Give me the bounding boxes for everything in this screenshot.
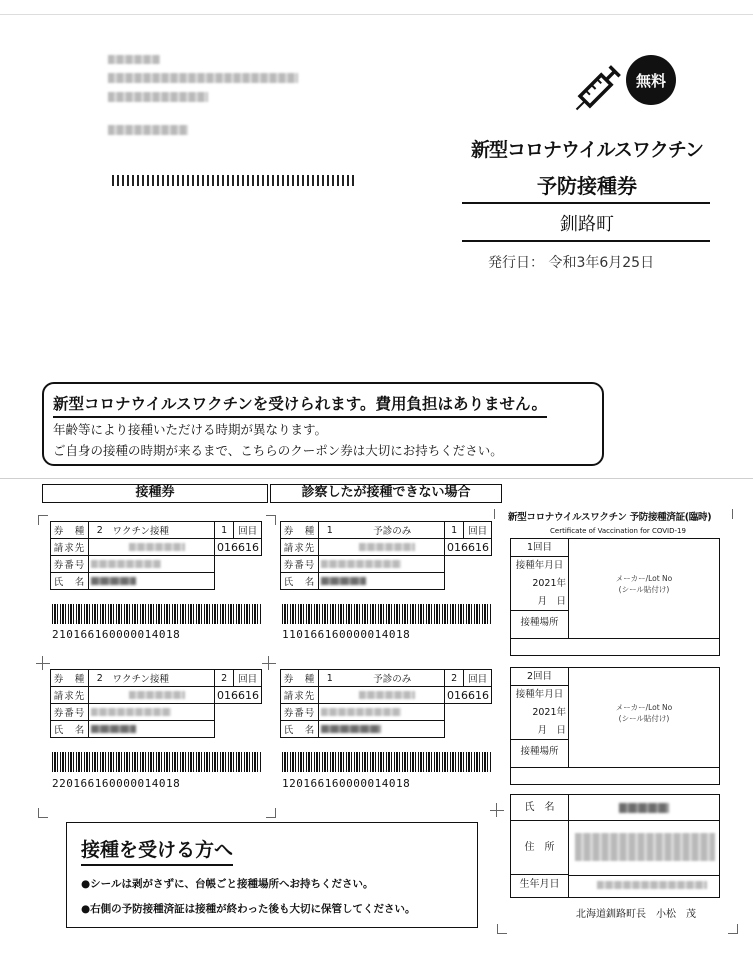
dose1-place-label: 接種場所 [520, 617, 559, 628]
dose2-month-day: 月 日 [511, 722, 568, 740]
issuer: 北海道釧路町長 小松 茂 [576, 909, 696, 920]
coupon-4-barcode [282, 752, 492, 772]
instruction-title: 接種を受ける方へ [81, 835, 233, 866]
free-badge: 無料 [626, 55, 676, 105]
cert-name-redacted [619, 803, 669, 813]
ticket-no-redacted [319, 556, 445, 573]
name-label: 氏 名 [281, 573, 319, 590]
times-label: 回目 [234, 670, 262, 687]
name-redacted [89, 573, 215, 590]
ticket-no-label: 券番号 [51, 556, 89, 573]
cert-address-redacted [575, 833, 715, 861]
billing-code: 016616 [445, 539, 492, 556]
coupon-type: 予診のみ [341, 522, 445, 539]
issue-label: 発行日： [488, 255, 544, 271]
coupon-2 [280, 521, 492, 590]
section-header-left [42, 484, 268, 503]
billing-label: 請求先 [51, 687, 89, 704]
coupon-3 [50, 669, 262, 738]
coupon-1-barcode [52, 604, 262, 624]
name-redacted [319, 573, 445, 590]
coupon-3-barcode-number: 220166160000014018 [52, 777, 181, 790]
issue-date: 令和3年6月25日 [548, 255, 655, 271]
notice-box [42, 382, 604, 466]
coupon-1 [50, 521, 262, 590]
coupon-type: 予診のみ [341, 670, 445, 687]
cert-dob-redacted [597, 881, 707, 889]
postal-barcode [112, 175, 355, 186]
dose2-date-label: 接種年月日 [515, 689, 564, 700]
dose-count: 2 [215, 670, 234, 687]
notice-headline: 新型コロナウイルスワクチンを受けられます。費用負担はありません。 [53, 392, 547, 418]
top-edge [0, 14, 753, 15]
instruction-bullet-1: ●シールは剥がさずに、台帳ごと接種場所へお持ちください。 [81, 878, 374, 890]
coupon-2-barcode [282, 604, 492, 624]
billing-label: 請求先 [281, 687, 319, 704]
kind-label: 券 種 [51, 670, 89, 687]
dose2-seal-label: (シール貼付け) [618, 714, 670, 723]
dose1-maker-label: メーカー/Lot No [615, 574, 673, 583]
dose-count: 1 [445, 522, 464, 539]
coupon-type: ワクチン接種 [111, 670, 215, 687]
billing-redacted [319, 539, 445, 556]
billing-label: 請求先 [51, 539, 89, 556]
certificate-subtitle: Certificate of Vaccination for COVID-19 [550, 527, 686, 535]
kind-no: 2 [89, 670, 111, 687]
dose2-place-label: 接種場所 [520, 746, 559, 757]
dose2-block [510, 667, 720, 785]
coupon-2-barcode-number: 110166160000014018 [282, 628, 411, 641]
kind-label: 券 種 [281, 522, 319, 539]
name-label: 氏 名 [51, 721, 89, 738]
section-header-left-label: 接種券 [135, 485, 175, 500]
billing-code: 016616 [445, 687, 492, 704]
dose1-label: 1回目 [511, 539, 568, 557]
name-redacted [89, 721, 215, 738]
instruction-bullet-2: ●右側の予防接種済証は接種が終わった後も大切に保管してください。 [81, 903, 416, 915]
dose1-block [510, 538, 720, 656]
coupon-4 [280, 669, 492, 738]
ticket-no-label: 券番号 [51, 704, 89, 721]
issue-date-line [488, 252, 654, 272]
dose1-seal-label: (シール貼付け) [618, 585, 670, 594]
cert-name-label: 氏 名 [511, 795, 568, 821]
coupon-1-barcode-number: 210166160000014018 [52, 628, 181, 641]
notice-line1: 年齢等により接種いただける時期が異なります。 [53, 422, 328, 437]
dose-count: 2 [445, 670, 464, 687]
cert-dob-label: 生年月日 [519, 879, 560, 890]
ticket-no-redacted [89, 556, 215, 573]
dose1-date-label: 接種年月日 [515, 560, 564, 571]
billing-redacted [89, 687, 215, 704]
kind-no: 2 [89, 522, 111, 539]
dose1-month-day: 月 日 [511, 593, 568, 611]
billing-redacted [319, 687, 445, 704]
dose-count: 1 [215, 522, 234, 539]
ticket-no-redacted [89, 704, 215, 721]
coupon-type: ワクチン接種 [111, 522, 215, 539]
address-block [108, 55, 308, 155]
certificate-title: 新型コロナウイルスワクチン 予防接種済証(臨時) [508, 512, 712, 523]
notice-line2: ご自身の接種の時期が来るまで、こちらのクーポン券は大切にお持ちください。 [53, 443, 503, 458]
kind-no: 1 [319, 670, 341, 687]
title-rule-top [462, 202, 710, 204]
personal-info-block [510, 794, 720, 898]
ticket-no-label: 券番号 [281, 556, 319, 573]
municipality: 釧路町 [560, 214, 614, 235]
title-line2: 予防接種券 [537, 174, 637, 198]
times-label: 回目 [464, 522, 492, 539]
title-rule-bottom [462, 240, 710, 242]
coupon-4-barcode-number: 120166160000014018 [282, 777, 411, 790]
dose2-label: 2回目 [511, 668, 568, 686]
section-header-middle [270, 484, 502, 503]
syringe-icon [562, 58, 632, 120]
dose2-maker-label: メーカー/Lot No [615, 703, 673, 712]
name-redacted [319, 721, 445, 738]
kind-label: 券 種 [281, 670, 319, 687]
title-line1: 新型コロナウイルスワクチン [471, 139, 703, 161]
section-header-middle-label: 診察したが接種できない場合 [301, 485, 471, 500]
cert-address-label: 住 所 [511, 821, 568, 875]
times-label: 回目 [464, 670, 492, 687]
billing-redacted [89, 539, 215, 556]
fold-line [0, 478, 753, 479]
billing-label: 請求先 [281, 539, 319, 556]
dose1-year: 2021年 [532, 578, 566, 589]
coupon-3-barcode [52, 752, 262, 772]
ticket-no-redacted [319, 704, 445, 721]
billing-code: 016616 [215, 539, 262, 556]
name-label: 氏 名 [281, 721, 319, 738]
billing-code: 016616 [215, 687, 262, 704]
dose2-year: 2021年 [532, 707, 566, 718]
kind-no: 1 [319, 522, 341, 539]
instruction-box [66, 822, 478, 928]
times-label: 回目 [234, 522, 262, 539]
kind-label: 券 種 [51, 522, 89, 539]
ticket-no-label: 券番号 [281, 704, 319, 721]
name-label: 氏 名 [51, 573, 89, 590]
